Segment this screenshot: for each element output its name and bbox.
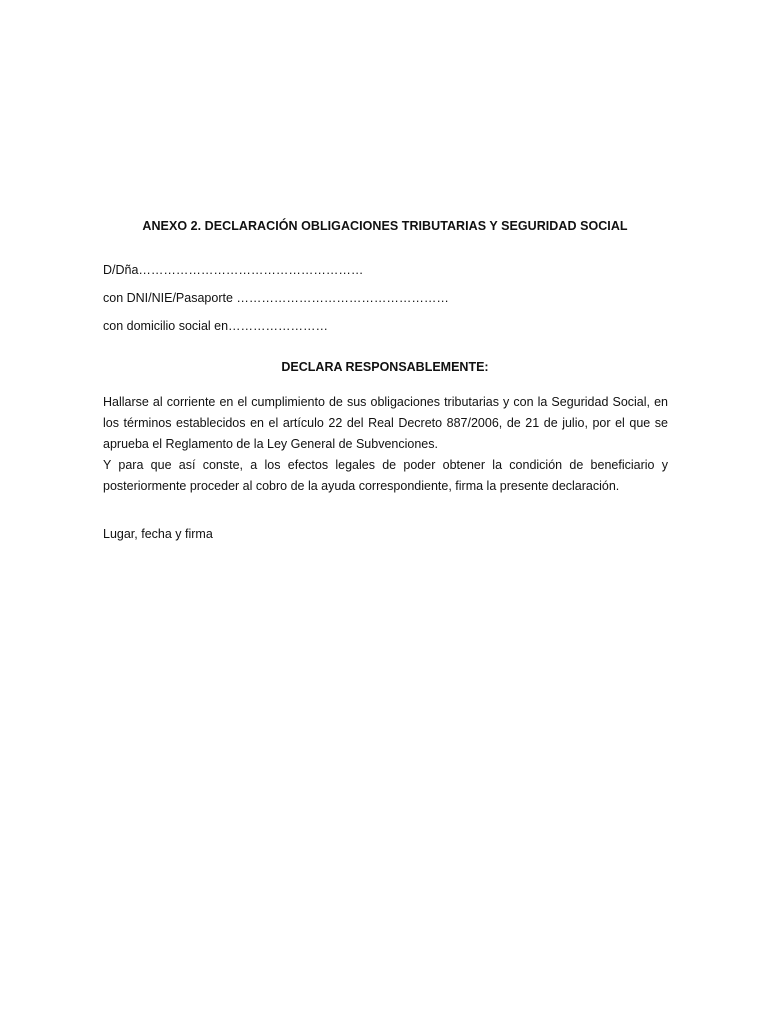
document-title: ANEXO 2. DECLARACIÓN OBLIGACIONES TRIBUTARIAS Y SEGURIDAD SOCIAL [142,219,628,233]
address-field-line: con domicilio social en…………………… [103,319,329,333]
declaration-body [103,392,668,497]
declaration-paragraph: Hallarse al corriente en el cumplimiento de sus obligaciones tributarias y con la Seguridad Social, en los términos establecidos en el artículo 22 del Real Decreto 887/2006, de 21 de julio, por el que se aprueba el Reglamento de la Ley General de Subvenciones. [103,395,668,451]
place-date-signature: Lugar, fecha y firma [103,527,213,541]
declaration-paragraph: Y para que así conste, a los efectos legales de poder obtener la condición de beneficiario y posteriormente proceder al cobro de la ayuda correspondiente, firma la presente declaración. [103,458,668,493]
id-document-field-line: con DNI/NIE/Pasaporte …………………………………………… [103,291,449,305]
declaration-heading: DECLARA RESPONSABLEMENTE: [281,360,489,374]
name-field-line: D/Dña……………………………………………… [103,263,364,277]
